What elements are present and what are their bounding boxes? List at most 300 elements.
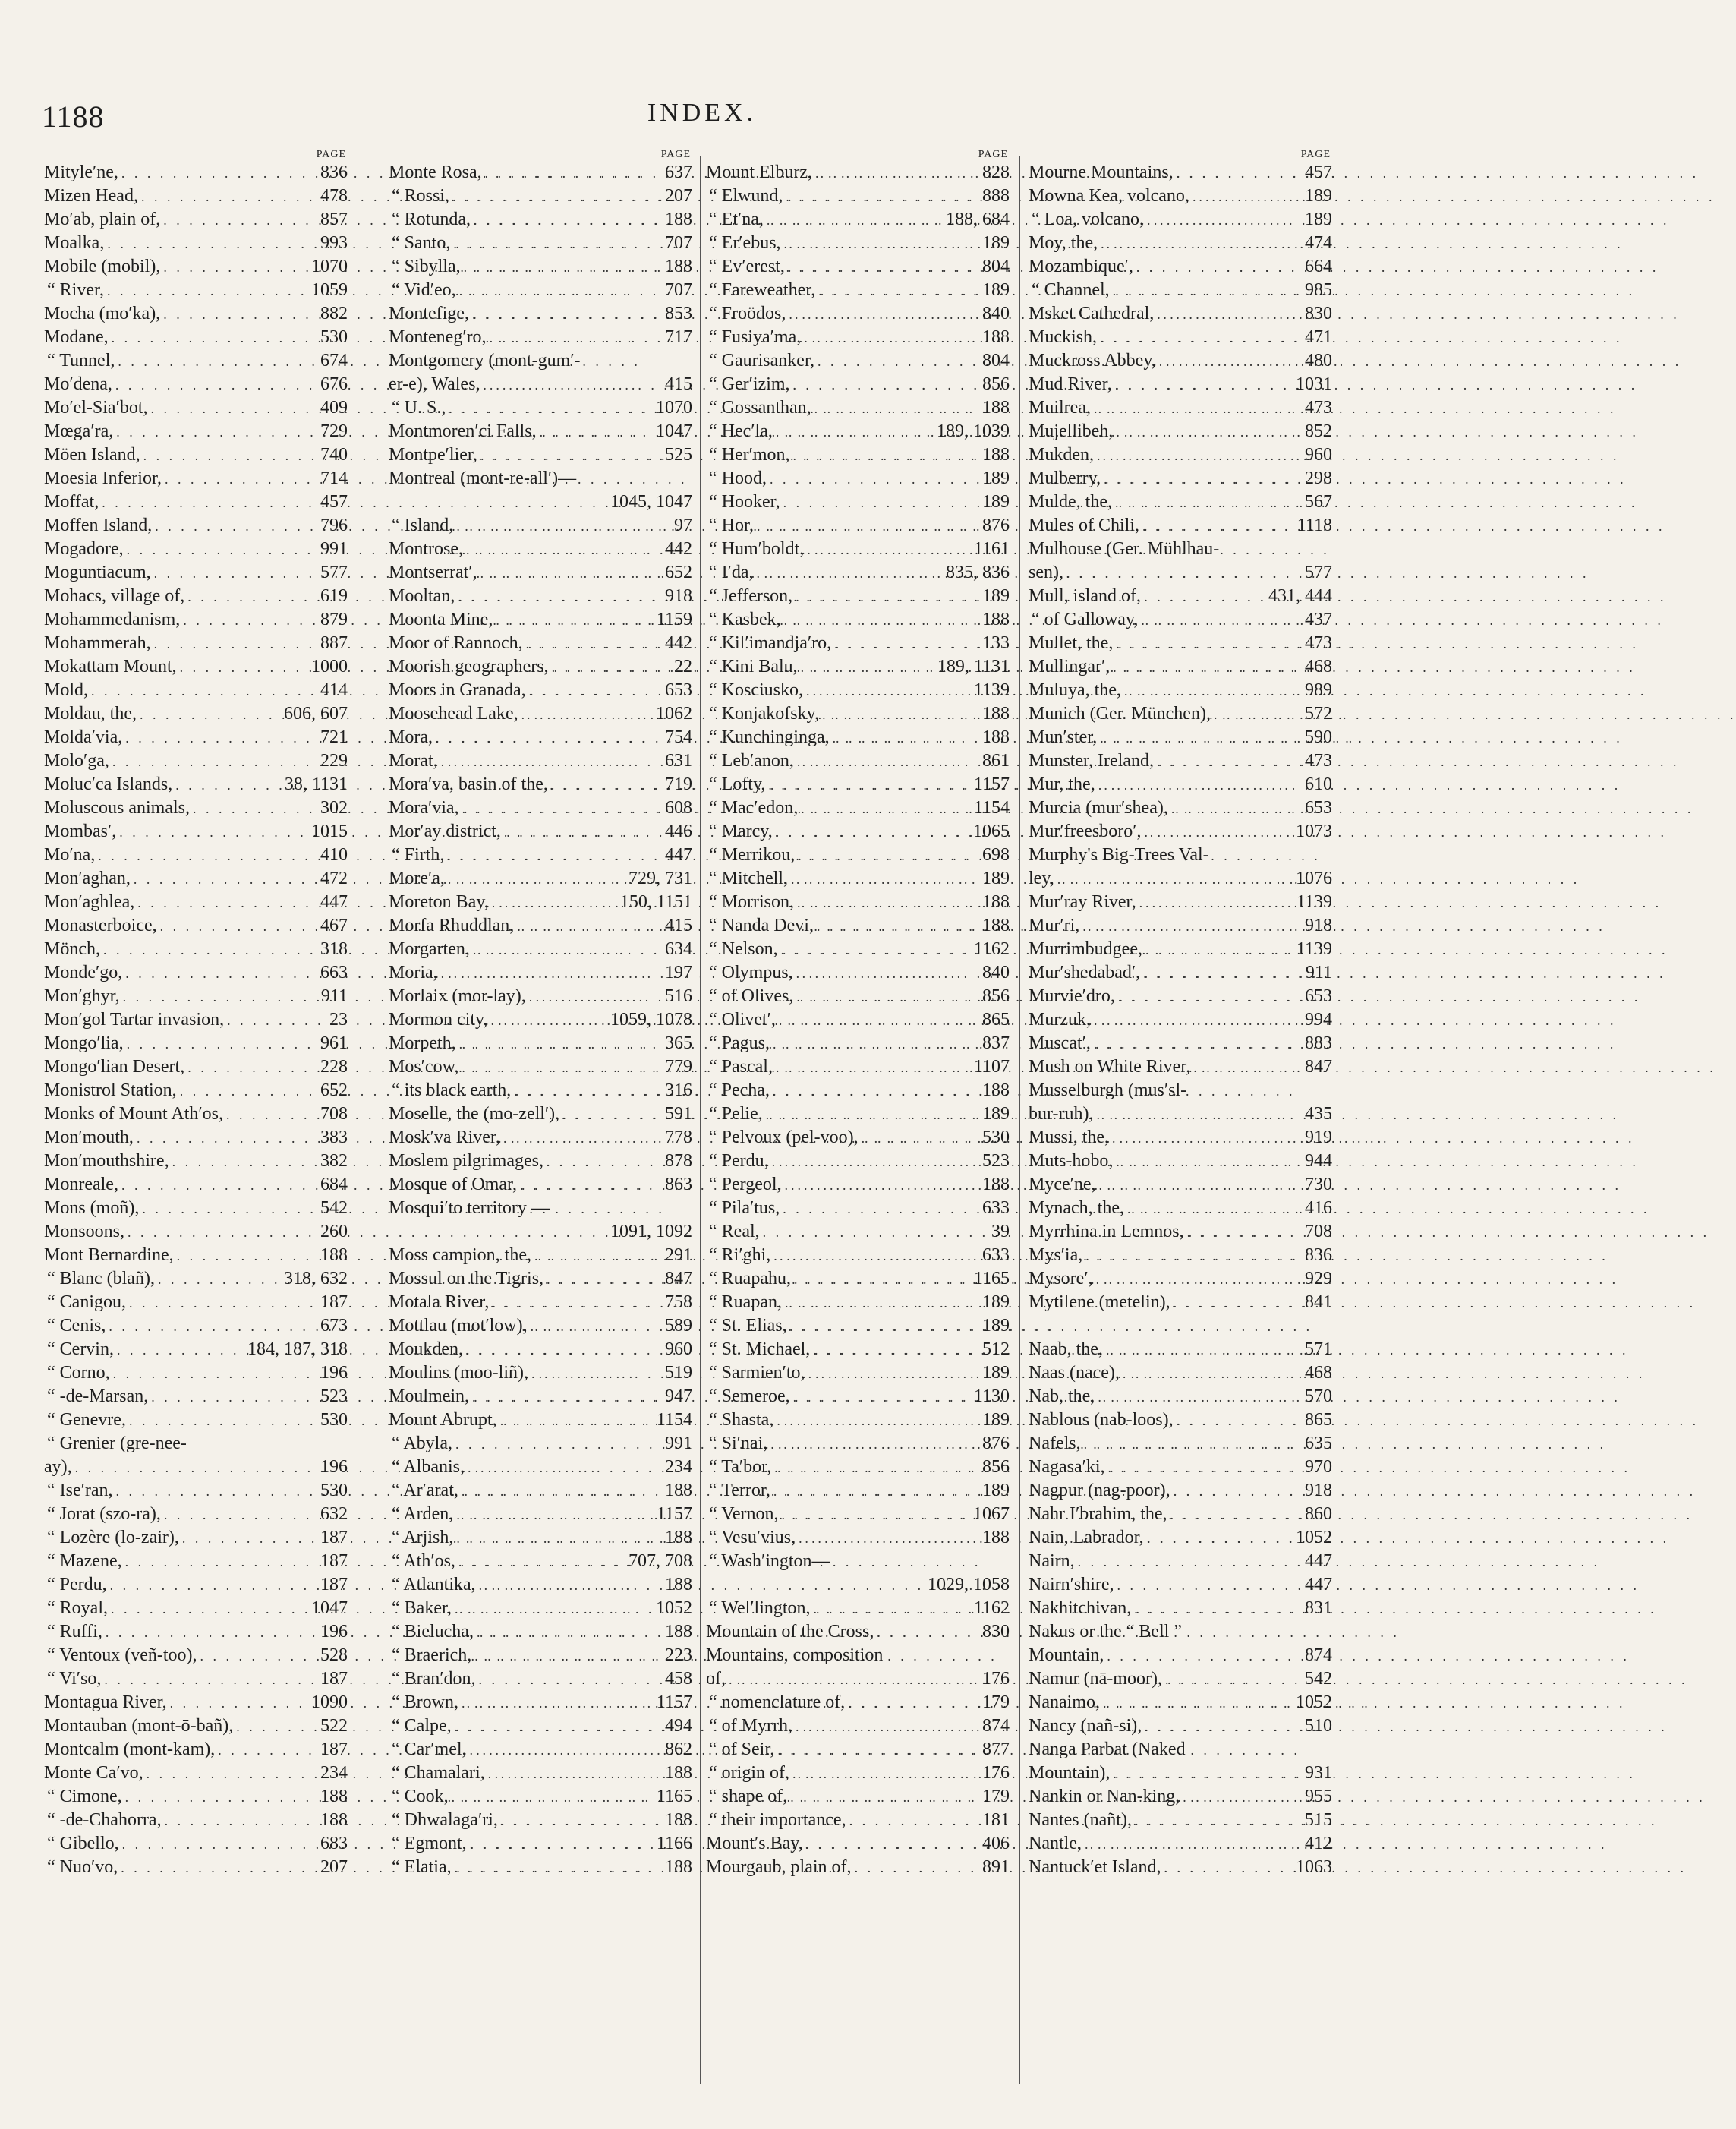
index-entry: [1029, 1738, 1332, 1762]
entry-page-ref: 653: [1305, 986, 1332, 1006]
index-entry: [44, 1503, 348, 1526]
entry-page-ref: 473: [1305, 633, 1332, 653]
leader-dots: [803, 680, 969, 703]
leader-dots: [151, 562, 316, 585]
entry-page-ref: 1154: [973, 798, 1010, 818]
index-entry: [44, 796, 348, 820]
index-entry: [44, 1856, 348, 1879]
leader-dots: [794, 891, 978, 915]
entry-page-ref: 853: [665, 304, 692, 323]
leader-dots: [754, 515, 978, 538]
index-entry: [44, 1738, 348, 1762]
index-entry: [1029, 420, 1332, 443]
entry-page-ref: 729: [320, 421, 348, 441]
entry-term: Monks of Mount Ath′os,: [44, 1104, 223, 1124]
index-entry: [389, 1385, 692, 1408]
leader-dots: [773, 1409, 978, 1433]
index-entry: [1029, 1338, 1332, 1361]
entry-page-ref: 179: [982, 1787, 1010, 1806]
index-entry: [389, 467, 692, 490]
entry-term: “ Elwund,: [709, 186, 783, 206]
leader-dots: [134, 1127, 316, 1150]
leader-dots: [726, 1668, 978, 1692]
entry-page-ref: 519: [665, 1363, 692, 1383]
entry-page-ref: 1165: [656, 1787, 692, 1806]
leader-dots: [453, 1527, 660, 1550]
leader-dots: [463, 538, 660, 562]
leader-dots: [795, 844, 978, 868]
index-entry: [44, 208, 348, 232]
index-entry: [44, 938, 348, 961]
leader-dots: [1154, 303, 1300, 326]
entry-page-ref: 1015: [311, 822, 348, 841]
entry-term: Montmoren′ci Falls,: [389, 421, 537, 441]
entry-term: Muts-hobo,: [1029, 1151, 1114, 1171]
entry-page-ref: 955: [1305, 1787, 1332, 1806]
index-entry: [44, 820, 348, 844]
leader-dots: [446, 397, 651, 421]
entry-page-ref: 918: [665, 586, 692, 606]
page-title: INDEX.: [647, 99, 758, 127]
leader-dots: [162, 468, 316, 491]
entry-page-ref: 188: [665, 1763, 692, 1783]
index-entry: [706, 1126, 1010, 1150]
entry-term: “ Elatia,: [392, 1857, 452, 1877]
entry-page-ref: 188: [665, 1575, 692, 1594]
leader-dots: [754, 562, 941, 585]
index-entry: [706, 1220, 1010, 1244]
leader-dots: [438, 750, 660, 774]
entry-term: Mur, the,: [1029, 774, 1095, 794]
index-entry: [1029, 1102, 1332, 1126]
index-entry: [1029, 655, 1332, 679]
leader-dots: [1100, 1692, 1291, 1715]
entry-term: “ Mitchell,: [709, 869, 788, 888]
index-entry: [389, 1573, 692, 1597]
leader-dots: [805, 1362, 978, 1386]
entry-page-ref: 523: [320, 1386, 348, 1406]
entry-term: Montserrat′,: [389, 563, 477, 582]
leader-dots: [1091, 1009, 1300, 1033]
leader-dots: [1120, 1362, 1300, 1386]
entry-page-ref: 223: [665, 1645, 692, 1665]
entry-term: Mullingar′,: [1029, 657, 1111, 677]
entry-term: “ Corno,: [47, 1363, 110, 1383]
entry-page-ref: 542: [320, 1198, 348, 1218]
entry-list: [1029, 161, 1332, 1879]
entry-term: “ Jorat (szo-ra),: [47, 1504, 161, 1524]
index-entry: [706, 1032, 1010, 1055]
entry-page-ref: 471: [1305, 327, 1332, 347]
leader-dots: [116, 821, 307, 844]
entry-page-ref: 38, 1131: [284, 774, 348, 794]
leader-dots: [1154, 750, 1300, 774]
entry-term: Moluscous animals,: [44, 798, 190, 818]
leader-dots: [487, 326, 660, 350]
index-entry: [706, 1714, 1010, 1738]
entry-term: “ Wel′lington,: [709, 1598, 811, 1618]
index-entry: [44, 749, 348, 773]
index-entry: [706, 867, 1010, 891]
index-entry: [44, 255, 348, 279]
entry-term: “ -de-Marsan,: [47, 1386, 149, 1406]
entry-page-ref: 196: [320, 1622, 348, 1642]
page-header: [42, 99, 1363, 144]
entry-term: Nafels,: [1029, 1434, 1081, 1453]
entry-term: “ Si′nai,: [709, 1434, 768, 1453]
entry-term: Mold,: [44, 680, 89, 700]
entry-term: “ Er′ebus,: [709, 233, 781, 253]
entry-page-ref: 878: [665, 1151, 692, 1171]
index-entry: [389, 655, 692, 679]
index-entry: [389, 1079, 692, 1102]
entry-term: “ Albanis,: [392, 1457, 465, 1477]
entry-page-ref: 1067: [973, 1504, 1010, 1524]
leader-dots: [452, 1433, 660, 1456]
index-entry: [706, 1102, 1010, 1126]
entry-term: “ of Myrrh,: [709, 1716, 792, 1736]
entry-page-ref: 634: [665, 939, 692, 959]
leader-dots: [548, 774, 660, 797]
index-column-2: [389, 149, 692, 1879]
leader-dots: [1144, 1527, 1291, 1550]
leader-dots: [108, 1598, 307, 1621]
leader-dots: [526, 680, 660, 703]
entry-page-ref: 719: [665, 774, 692, 794]
index-entry: [44, 914, 348, 938]
leader-dots: [511, 1080, 660, 1103]
entry-page-ref: 302: [320, 798, 348, 818]
leader-dots: [138, 185, 316, 209]
entry-page-ref: 570: [1305, 1386, 1332, 1406]
index-entry: [44, 1408, 348, 1432]
leader-dots: [780, 491, 978, 515]
entry-term: “ Pascal,: [709, 1057, 773, 1077]
leader-dots: [811, 1598, 969, 1621]
leader-dots: [72, 1456, 316, 1480]
index-entry: [706, 1055, 1010, 1079]
leader-dots: [773, 1056, 969, 1080]
entry-term: Nairn′shire,: [1029, 1575, 1114, 1594]
entry-page-ref: 188: [320, 1245, 348, 1265]
entry-page-ref: 1157: [656, 1692, 692, 1712]
entry-page-ref: 189: [982, 233, 1010, 253]
entry-page-ref: 876: [982, 516, 1010, 535]
entry-term: “ Kosciusko,: [709, 680, 803, 700]
entry-term: Mur′ri,: [1029, 916, 1080, 935]
entry-page-ref: 1162: [973, 939, 1010, 959]
leader-dots: [559, 1103, 660, 1127]
entry-page-ref: 960: [665, 1339, 692, 1359]
entry-term: Muscat′,: [1029, 1033, 1091, 1053]
index-entry: [1029, 1832, 1332, 1856]
leader-dots: [148, 1386, 316, 1409]
index-entry: [706, 1079, 1010, 1102]
entry-page-ref: 721: [320, 727, 348, 747]
index-entry: [389, 985, 692, 1008]
index-entry: [1029, 1126, 1332, 1150]
entry-term: “ Gaurisanker,: [709, 351, 814, 371]
leader-dots: [796, 1527, 978, 1550]
entry-page-ref: 187: [320, 1292, 348, 1312]
index-entry: [389, 702, 692, 726]
index-entry: [1029, 749, 1332, 773]
entry-page-ref: 989: [1305, 680, 1332, 700]
entry-term: Mocha (mo′ka),: [44, 304, 161, 323]
index-entry: [44, 1008, 348, 1032]
leader-dots: [113, 421, 316, 444]
entry-page-ref: 708: [1305, 1222, 1332, 1241]
entry-page-ref: 830: [982, 1622, 1010, 1642]
index-entry: [389, 1197, 692, 1220]
entry-term: Möen Island,: [44, 445, 140, 465]
index-entry: [389, 1550, 692, 1573]
entry-page-ref: 847: [1305, 1057, 1332, 1077]
entry-term: “ Fusiya′ma,: [709, 327, 802, 347]
index-entry: [706, 655, 1010, 679]
leader-dots: [444, 844, 660, 868]
entry-term: “ Hooker,: [709, 492, 780, 512]
entry-page-ref: 991: [665, 1434, 692, 1453]
entry-page-ref: 1107: [973, 1057, 1010, 1077]
entry-page-ref: 828: [982, 162, 1010, 182]
index-entry: [706, 1620, 1010, 1644]
entry-term: Moor of Rannoch,: [389, 633, 523, 653]
leader-dots: [819, 703, 978, 727]
entry-term: Modane,: [44, 327, 109, 347]
index-entry: [389, 1314, 692, 1338]
entry-page-ref: 758: [665, 1292, 692, 1312]
index-entry: [389, 208, 692, 232]
index-entry: [389, 255, 692, 279]
leader-dots: [476, 1574, 660, 1598]
leader-dots: [137, 703, 279, 727]
entry-page-ref: 412: [1305, 1834, 1332, 1853]
leader-dots: [456, 1033, 660, 1056]
entry-term: Nagpur (nag-poor),: [1029, 1481, 1170, 1500]
entry-page-ref: 796: [320, 516, 348, 535]
index-entry: [44, 1809, 348, 1832]
entry-term: Mowna Kea, volcano,: [1029, 186, 1189, 206]
entry-page-ref: 189, 1131: [937, 657, 1010, 677]
leader-dots: [1098, 232, 1300, 256]
leader-dots: [1211, 703, 1300, 727]
entry-page-ref: 188: [665, 1481, 692, 1500]
entry-page-ref: 1157: [656, 1504, 692, 1524]
index-entry: [44, 1832, 348, 1856]
leader-dots: [131, 868, 316, 891]
index-entry: [44, 608, 348, 632]
leader-dots: [452, 1856, 660, 1880]
index-entry: [389, 1338, 692, 1361]
entry-page-ref: 883: [1305, 1033, 1332, 1053]
entry-term: Mohammedanism,: [44, 610, 181, 629]
index-entry: [389, 1456, 692, 1479]
index-entry: [389, 490, 692, 514]
index-column-1: [44, 149, 348, 1879]
index-entry: [1029, 844, 1332, 867]
leader-dots: [104, 232, 316, 256]
entry-page-ref: 528: [320, 1645, 348, 1665]
leader-dots: [88, 680, 316, 703]
entry-term: Mukden,: [1029, 445, 1094, 465]
entry-page-ref: 181: [982, 1810, 1010, 1830]
entry-term: “ Chamalari,: [392, 1763, 485, 1783]
leader-dots: [543, 1150, 660, 1174]
index-entry: [706, 490, 1010, 514]
index-entry: [1029, 1573, 1332, 1597]
entry-page-ref: 415: [665, 374, 692, 394]
leader-dots: [790, 444, 978, 468]
entry-page-ref: 911: [1305, 963, 1332, 982]
entry-term: “ Cimone,: [47, 1787, 122, 1806]
entry-term: “ Konjakofsky,: [709, 704, 820, 724]
entry-page-ref: 861: [982, 751, 1010, 771]
index-entry: [44, 185, 348, 208]
index-entry: [389, 961, 692, 985]
leader-dots: [1141, 585, 1264, 609]
entry-term: Naab, the,: [1029, 1339, 1103, 1359]
index-entry: [1029, 255, 1332, 279]
entry-term: Mombas′,: [44, 822, 117, 841]
index-entry: [706, 1785, 1010, 1809]
index-entry: [44, 1361, 348, 1385]
entry-term: ley,: [1029, 869, 1054, 888]
leader-dots: [528, 1362, 660, 1386]
leader-dots: [126, 1409, 316, 1433]
entry-page-ref: 189: [982, 1481, 1010, 1500]
entry-term: Monreale,: [44, 1175, 118, 1194]
index-entry: [1029, 561, 1332, 585]
leader-dots: [770, 1480, 978, 1503]
entry-page-ref: 652: [665, 563, 692, 582]
leader-dots: [1081, 1433, 1300, 1456]
entry-page-ref: 1166: [656, 1834, 692, 1853]
entry-page-ref: 888: [982, 186, 1010, 206]
entry-term: “ Fareweather,: [709, 280, 816, 300]
entry-page-ref: 1045, 1047: [610, 492, 692, 512]
leader-dots: [1168, 797, 1300, 821]
entry-term: Moldau, the,: [44, 704, 137, 724]
leader-dots: [477, 562, 660, 585]
index-entry: [1029, 1244, 1332, 1267]
entry-term: Moslem pilgrimages,: [389, 1151, 543, 1171]
index-entry: [706, 349, 1010, 373]
entry-term: “ Rotunda,: [392, 210, 471, 229]
entry-term: Mosque of Omar,: [389, 1175, 518, 1194]
entry-term: Monistrol Station,: [44, 1080, 177, 1100]
leader-dots: [126, 1292, 316, 1315]
index-entry: [706, 561, 1010, 585]
leader-dots: [482, 162, 660, 185]
index-entry: [389, 749, 692, 773]
index-entry: [706, 161, 1010, 185]
entry-page-ref: 530: [982, 1128, 1010, 1147]
index-entry: [706, 255, 1010, 279]
entry-page-ref: 515: [1305, 1810, 1332, 1830]
entry-page-ref: 836: [1305, 1245, 1332, 1265]
entry-page-ref: 879: [320, 610, 348, 629]
entry-term: Murzuk,: [1029, 1010, 1091, 1030]
leader-dots: [1097, 727, 1300, 750]
entry-page-ref: 207: [665, 186, 692, 206]
entry-page-ref: 447: [1305, 1551, 1332, 1571]
column-header: PAGE: [978, 149, 1008, 160]
entry-page-ref: 589: [665, 1316, 692, 1336]
index-entry: [44, 1079, 348, 1102]
index-entry: [44, 467, 348, 490]
entry-term: Morfa Rhuddlan,: [389, 916, 515, 935]
index-entry: [389, 1620, 692, 1644]
index-entry: [1029, 279, 1332, 302]
entry-term: “ Cenis,: [47, 1316, 106, 1336]
entry-term: Mulde, the,: [1029, 492, 1112, 512]
entry-term: Motala River,: [389, 1292, 490, 1312]
leader-dots: [95, 844, 316, 868]
entry-term: Moguntiacum,: [44, 563, 151, 582]
index-entry: [44, 1785, 348, 1809]
entry-page-ref: 847: [665, 1269, 692, 1288]
index-entry: [1029, 1055, 1332, 1079]
entry-page-ref: 947: [665, 1386, 692, 1406]
entry-term: Molda′via,: [44, 727, 123, 747]
entry-term: Morgarten,: [389, 939, 470, 959]
entry-page-ref: 187: [320, 1669, 348, 1689]
leader-dots: [1180, 1786, 1300, 1809]
leader-dots: [1124, 1197, 1300, 1221]
entry-page-ref: 189: [982, 280, 1010, 300]
entry-page-ref: 717: [665, 327, 692, 347]
leader-dots: [449, 185, 660, 209]
entry-term: Mottlau (mot′low),: [389, 1316, 528, 1336]
entry-page-ref: 39: [991, 1222, 1010, 1241]
entry-page-ref: 994: [1305, 1010, 1332, 1030]
entry-term: “ Hood,: [709, 468, 767, 488]
index-entry: [44, 1291, 348, 1314]
leader-dots: [773, 821, 969, 844]
entry-page-ref: 1047: [311, 1598, 348, 1618]
index-entry: [706, 1244, 1010, 1267]
entry-page-ref: 714: [320, 468, 348, 488]
leader-dots: [140, 444, 316, 468]
leader-dots: [124, 1033, 316, 1056]
leader-dots: [831, 632, 978, 656]
entry-term: “ Jefferson,: [709, 586, 793, 606]
leader-dots: [452, 1715, 660, 1739]
entry-page-ref: 530: [320, 1410, 348, 1430]
entry-term: “ Semeroe,: [709, 1386, 790, 1406]
index-entry: [706, 279, 1010, 302]
leader-dots: [1113, 421, 1300, 444]
leader-dots: [1075, 1550, 1300, 1574]
leader-dots: [874, 1621, 978, 1645]
entry-term: Nain, Labrador,: [1029, 1528, 1144, 1547]
leader-dots: [1141, 821, 1291, 844]
index-entry: [706, 1503, 1010, 1526]
entry-term: “ Sibylla,: [392, 257, 461, 276]
leader-dots: [537, 421, 651, 444]
entry-term: “ nomenclature of,: [709, 1692, 846, 1712]
entry-term: Msket Cathedral,: [1029, 304, 1155, 323]
leader-dots: [770, 1033, 978, 1056]
leader-dots: [197, 1645, 316, 1668]
entry-term: “ Ruffi,: [47, 1622, 102, 1642]
entry-page-ref: 590: [1305, 727, 1332, 747]
entry-page-ref: 857: [320, 210, 348, 229]
entry-page-ref: 468: [1305, 1363, 1332, 1383]
leader-dots: [162, 1809, 316, 1833]
leader-dots: [788, 868, 978, 891]
